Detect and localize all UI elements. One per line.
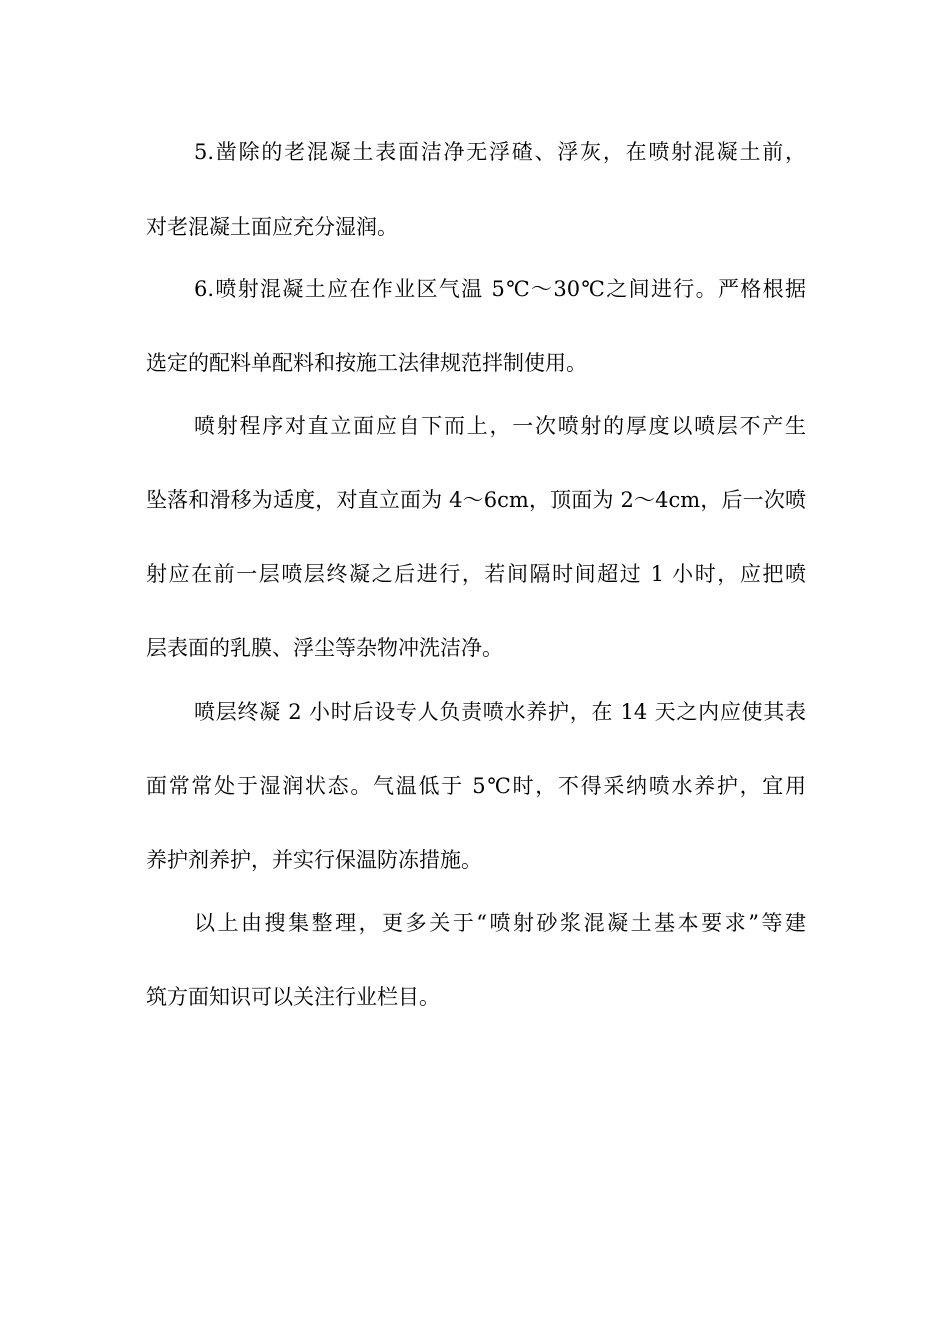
- paragraph-line: 面常常处于湿润状态。气温低于 5℃时，不得采纳喷水养护，宜用: [146, 774, 806, 798]
- paragraph-line: 喷射程序对直立面应自下而上，一次喷射的厚度以喷层不产生: [194, 414, 806, 438]
- paragraph-line: 以上由搜集整理，更多关于“喷射砂浆混凝土基本要求”等建: [194, 911, 806, 935]
- paragraph-line: 坠落和滑移为适度，对直立面为 4～6cm，顶面为 2～4cm，后一次喷: [146, 488, 806, 512]
- paragraph-line: 对老混凝土面应充分湿润。: [146, 215, 398, 239]
- paragraph-line: 6.喷射混凝土应在作业区气温 5℃～30℃之间进行。严格根据: [194, 277, 806, 301]
- paragraph-line: 5.凿除的老混凝土表面洁净无浮碴、浮灰，在喷射混凝土前，: [194, 140, 806, 164]
- paragraph-line: 喷层终凝 2 小时后设专人负责喷水养护，在 14 天之内应使其表: [194, 700, 806, 724]
- paragraph-line: 层表面的乳膜、浮尘等杂物冲洗洁净。: [146, 636, 503, 660]
- paragraph-line: 射应在前一层喷层终凝之后进行，若间隔时间超过 1 小时，应把喷: [146, 562, 806, 586]
- paragraph-line: 选定的配料单配料和按施工法律规范拌制使用。: [146, 351, 587, 375]
- paragraph-line: 养护剂养护，并实行保温防冻措施。: [146, 848, 482, 872]
- paragraph-line: 筑方面知识可以关注行业栏目。: [146, 985, 440, 1009]
